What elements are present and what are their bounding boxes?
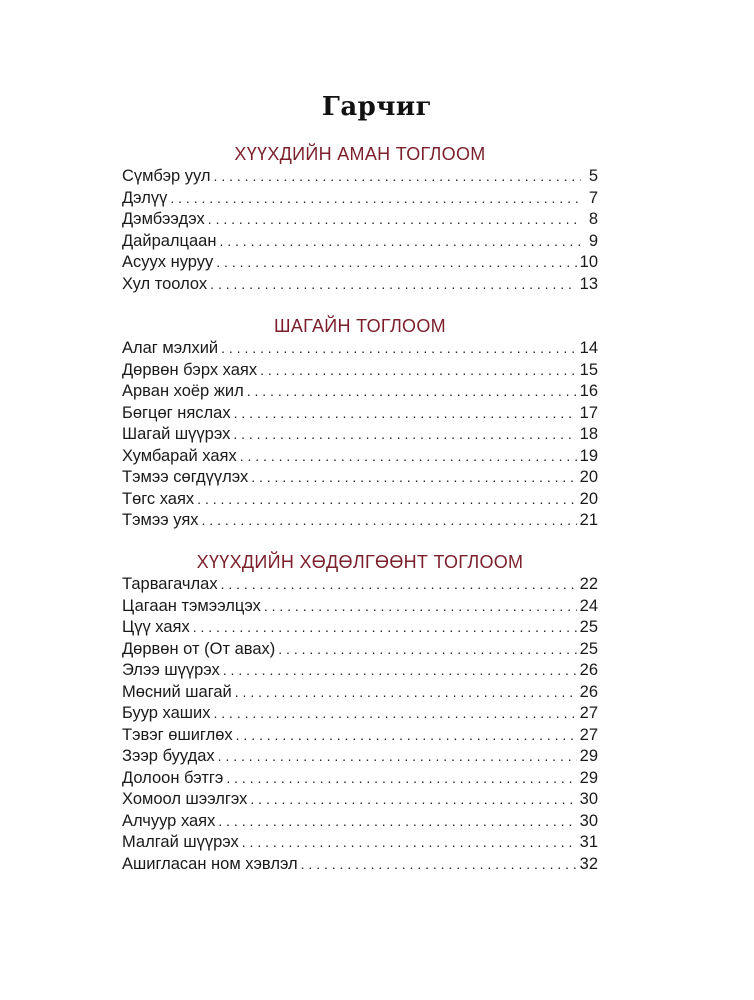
toc-entry-page-number: 21 [579,511,598,529]
dot-leader [214,166,581,188]
toc-entry[interactable] [122,660,598,682]
toc-entry-page-number: 7 [588,188,598,207]
dot-leader [202,510,577,532]
toc-entry-title: Дэмбээдэх [122,210,205,228]
dot-leader [235,682,577,704]
toc-entry-title: Тэмээ сөгдүүлэх [122,468,249,486]
toc-entry-page-number: 9 [588,231,598,250]
toc-entry-page-number: 29 [579,747,598,765]
toc-entry[interactable] [122,725,598,747]
toc-entry[interactable] [122,209,598,231]
dot-leader [170,188,581,210]
toc-entry-page-number: 27 [579,704,598,722]
dot-leader [210,274,576,296]
section-heading: ШАГАЙН ТОГЛООМ [274,316,446,336]
dot-leader [193,617,577,639]
toc-entry-page-number: 30 [579,790,598,808]
dot-leader [251,467,576,489]
toc-entry-title: Төгс хаях [122,489,195,508]
toc-entry-title: Тэмээ уях [122,511,199,529]
toc-entry-page-number: 8 [588,210,598,228]
toc-entry-page-number: 26 [579,661,598,679]
toc-entry-title: Цагаан тэмээлцэх [122,596,261,615]
dot-leader [214,703,577,725]
dot-leader [218,811,576,833]
dot-leader [197,489,576,511]
toc-entry-page-number: 14 [579,339,598,357]
toc-entry[interactable] [122,854,598,876]
toc-entry[interactable] [122,768,598,790]
dot-leader [247,381,577,403]
toc-entry-page-number: 20 [579,468,598,486]
dot-leader [221,338,577,360]
toc-entry-page-number: 15 [579,360,598,379]
toc-entry-title: Зээр буудах [122,747,215,765]
toc-entry-list [122,338,598,532]
toc-entry-page-number: 19 [579,446,598,465]
toc-entry-title: Дэлүү [122,188,168,207]
section-heading: ХҮҮХДИЙН АМАН ТОГЛООМ [234,144,486,164]
toc-entry[interactable] [122,338,598,360]
toc-entry[interactable] [122,274,598,296]
toc-entry[interactable] [122,381,598,403]
toc-entry-page-number: 27 [579,725,598,744]
toc-entry-title: Цүү хаях [122,618,190,636]
toc-entry-title: Сүмбэр уул [122,167,211,185]
toc-entry-title: Дөрвөн от (От авах) [122,639,276,658]
dot-leader [233,424,576,446]
toc-entry-title: Малгай шүүрэх [122,833,239,851]
dot-leader [218,746,577,768]
dot-leader [216,252,576,274]
toc-entry-title: Буур хаших [122,704,211,722]
toc-entry-page-number: 24 [579,596,598,615]
toc-entry[interactable] [122,789,598,811]
toc-entry-page-number: 10 [579,253,598,271]
toc-entry-title: Тэвэг өшиглөх [122,725,233,744]
dot-leader [242,832,577,854]
toc-entry[interactable] [122,596,598,618]
toc-entry[interactable] [122,188,598,210]
dot-leader [278,639,576,661]
toc-entry-page-number: 22 [579,575,598,593]
toc-entry-page-number: 32 [579,854,598,873]
dot-leader [223,660,577,682]
toc-entry[interactable] [122,231,598,253]
toc-entry-page-number: 5 [588,167,598,185]
toc-entry[interactable] [122,252,598,274]
toc-entry-title: Шагай шүүрэх [122,425,231,443]
toc-entry[interactable] [122,360,598,382]
toc-entry-page-number: 25 [579,639,598,658]
dot-leader [264,596,577,618]
toc-entry[interactable] [122,489,598,511]
toc-entry-page-number: 30 [579,811,598,830]
toc-entry[interactable] [122,682,598,704]
toc-entry[interactable] [122,403,598,425]
toc-entry[interactable] [122,617,598,639]
toc-entry[interactable] [122,166,598,188]
toc-entry-title: Асуух нуруу [122,253,214,271]
toc-entry-title: Арван хоёр жил [122,382,244,400]
toc-entry-title: Дайралцаан [122,231,217,250]
dot-leader [250,789,576,811]
toc-entry[interactable] [122,574,598,596]
toc-entry-title: Хул тоолох [122,274,208,293]
toc-entry-page-number: 26 [579,682,598,701]
dot-leader [221,574,577,596]
section-heading: ХҮҮХДИЙН ХӨДӨЛГӨӨНТ ТОГЛООМ [196,552,524,572]
toc-entry-page-number: 25 [579,618,598,636]
toc-section-ankle-bone-games [122,314,598,532]
dot-leader [240,446,577,468]
dot-leader [234,403,577,425]
toc-entry-title: Дөрвөн бэрх хаях [122,360,258,379]
toc-entry-page-number: 31 [579,833,598,851]
toc-entry[interactable] [122,424,598,446]
toc-entry[interactable] [122,510,598,532]
toc-entry-page-number: 20 [579,489,598,508]
toc-entry-page-number: 16 [579,382,598,400]
toc-entry[interactable] [122,832,598,854]
toc-entry-title: Хумбарай хаях [122,446,237,465]
toc-entry-title: Алаг мэлхий [122,339,219,357]
toc-entry[interactable] [122,446,598,468]
toc-entry-title: Хомоол шээлгэх [122,790,248,808]
page-title: Гарчиг [321,92,433,122]
toc-entry-title: Ашигласан ном хэвлэл [122,854,298,873]
dot-leader [208,209,581,231]
toc-entry-list [122,166,598,295]
toc-entry[interactable] [122,639,598,661]
toc-entry-title: Долоон бэтгэ [122,768,224,787]
toc-entry-page-number: 13 [579,274,598,293]
toc-entry-title: Тарвагачлах [122,575,218,593]
toc-entry-page-number: 29 [579,768,598,787]
toc-entry-title: Элээ шүүрэх [122,661,220,679]
dot-leader [260,360,577,382]
dot-leader [301,854,577,876]
toc-entry[interactable] [122,467,598,489]
dot-leader [219,231,581,253]
toc-entry[interactable] [122,746,598,768]
toc-section-movement-games [122,550,598,875]
toc-section-oral-games [122,142,598,295]
toc-entry-title: Мөсний шагай [122,682,232,701]
toc-entry-page-number: 18 [579,425,598,443]
toc-entry-page-number: 17 [579,403,598,422]
toc-entry-list [122,574,598,875]
dot-leader [226,768,576,790]
toc-entry-title: Бөгцөг няслах [122,403,231,422]
toc-entry-title: Алчуур хаях [122,811,216,830]
toc-entry[interactable] [122,811,598,833]
dot-leader [236,725,577,747]
toc-entry[interactable] [122,703,598,725]
